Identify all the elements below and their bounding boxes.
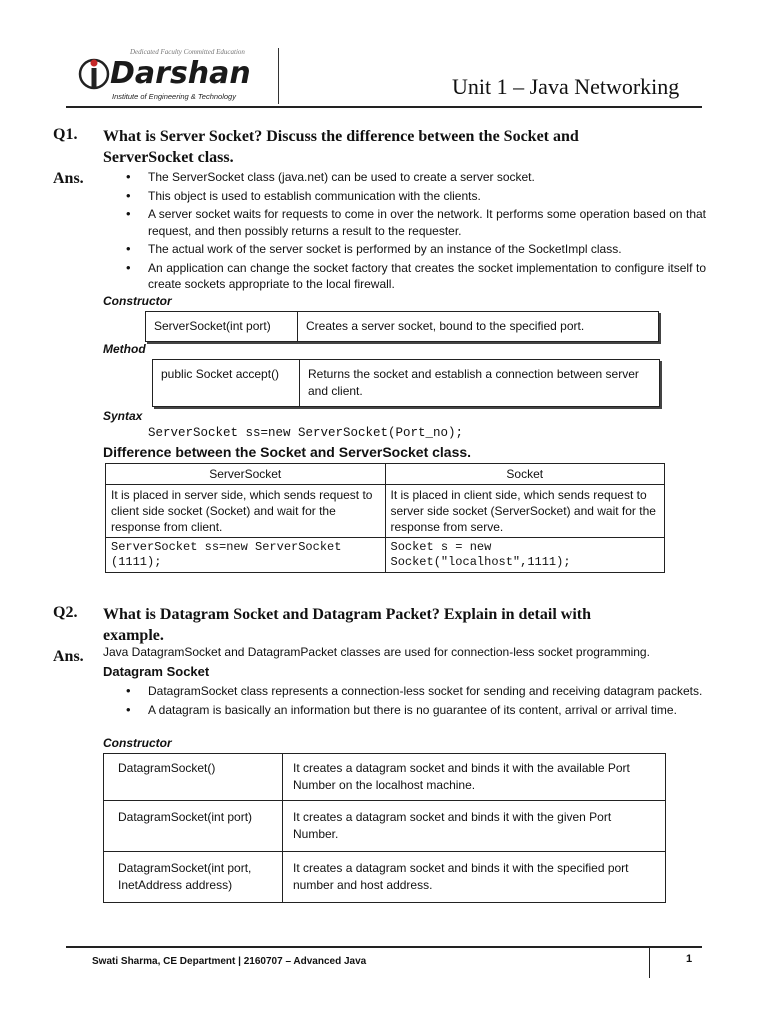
institute-logo — [78, 48, 278, 106]
list-item: • DatagramSocket class represents a connection-less socket for sending and receiving datagram packets. — [148, 683, 706, 700]
q2-number: Q2. — [53, 604, 78, 621]
q1-diff-table — [105, 463, 665, 573]
table-row — [104, 754, 666, 801]
table-row — [106, 538, 665, 573]
q1-syntax-label: Syntax — [103, 409, 143, 423]
darshan-emblem-icon — [78, 54, 110, 94]
q1-answer-label: Ans. — [53, 170, 84, 187]
footer-text: Swati Sharma, CE Department | 2160707 – Advanced Java — [92, 956, 367, 967]
header-divider — [278, 48, 279, 104]
constructor-description: It creates a datagram socket and binds it with the available Port Number on the localhost machine. — [283, 754, 666, 801]
footer-rule — [66, 946, 702, 948]
q2-constructor-table — [103, 753, 666, 903]
logo-subtitle: Institute of Engineering & Technology — [112, 92, 236, 101]
page-number: 1 — [686, 953, 693, 965]
constructor-description: Creates a server socket, bound to the specified port. — [298, 312, 659, 342]
logo-tagline: Dedicated Faculty Committed Education — [130, 48, 245, 56]
table-cell: ServerSocket ss=new ServerSocket (1111); — [106, 538, 386, 573]
constructor-signature: DatagramSocket(int port, InetAddress address) — [104, 852, 283, 903]
list-item: • The ServerSocket class (java.net) can be used to create a server socket. — [148, 169, 706, 186]
table-cell: Socket s = new Socket("localhost",1111); — [385, 538, 665, 573]
q2-answer-label: Ans. — [53, 648, 84, 665]
q1-syntax-code: ServerSocket ss=new ServerSocket(Port_no); — [148, 426, 464, 440]
q2-intro: Java DatagramSocket and DatagramPacket classes are used for connection-less socket programming. — [103, 645, 650, 659]
list-item: • A datagram is basically an information but there is no guarantee of its content, arrival or arrival time. — [148, 702, 706, 719]
constructor-signature: ServerSocket(int port) — [146, 312, 298, 342]
table-row — [104, 801, 666, 852]
list-item: • This object is used to establish communication with the clients. — [148, 188, 706, 205]
q2-question — [103, 604, 703, 646]
constructor-description: It creates a datagram socket and binds it with the specified port number and host address. — [283, 852, 666, 903]
list-item: • A server socket waits for requests to come in over the network. It performs some operation based on that request, and then possibly returns a result to the requester. — [148, 206, 706, 239]
q1-question — [103, 126, 703, 168]
table-row — [104, 852, 666, 903]
method-description: Returns the socket and establish a connection between server and client. — [300, 360, 660, 407]
q2-bullet-list — [148, 683, 706, 720]
column-header: Socket — [385, 464, 665, 485]
constructor-description: It creates a datagram socket and binds it with the given Port Number. — [283, 801, 666, 852]
q1-number: Q1. — [53, 126, 78, 143]
column-header: ServerSocket — [106, 464, 386, 485]
page-title: Unit 1 – Java Networking — [452, 74, 680, 99]
header-rule — [66, 106, 702, 108]
list-item: • The actual work of the server socket is performed by an instance of the SocketImpl class. — [148, 241, 706, 258]
list-item: • An application can change the socket factory that creates the socket implementation to configure itself to create sockets appropriate to the local firewall. — [148, 260, 706, 293]
q1-constructor-label: Constructor — [103, 294, 172, 308]
q1-method-label: Method — [103, 342, 146, 356]
table-header-row — [106, 464, 665, 485]
q2-question-line2: example. — [103, 627, 164, 644]
q1-constructor-table — [145, 311, 659, 342]
logo-brand: Darshan — [110, 56, 251, 91]
q1-diff-heading: Difference between the Socket and ServerSocket class. — [103, 444, 472, 460]
constructor-signature: DatagramSocket(int port) — [104, 801, 283, 852]
q1-question-line2: ServerSocket class. — [103, 149, 234, 166]
q2-subheading: Datagram Socket — [103, 664, 210, 679]
table-row — [146, 312, 659, 342]
method-signature: public Socket accept() — [153, 360, 300, 407]
q2-constructor-label: Constructor — [103, 736, 172, 750]
table-cell: It is placed in client side, which sends request to server side socket (ServerSocket) and wait for the response from serve. — [385, 485, 665, 538]
constructor-signature: DatagramSocket() — [104, 754, 283, 801]
q1-method-table — [152, 359, 660, 407]
q2-question-line1: What is Datagram Socket and Datagram Packet? Explain in detail with — [103, 606, 591, 623]
table-cell: It is placed in server side, which sends request to client side socket (Socket) and wait for the response from client. — [106, 485, 386, 538]
footer-divider — [649, 948, 650, 978]
q1-bullet-list — [148, 169, 706, 295]
table-row — [106, 485, 665, 538]
table-row — [153, 360, 660, 407]
q1-question-line1: What is Server Socket? Discuss the difference between the Socket and — [103, 128, 579, 145]
